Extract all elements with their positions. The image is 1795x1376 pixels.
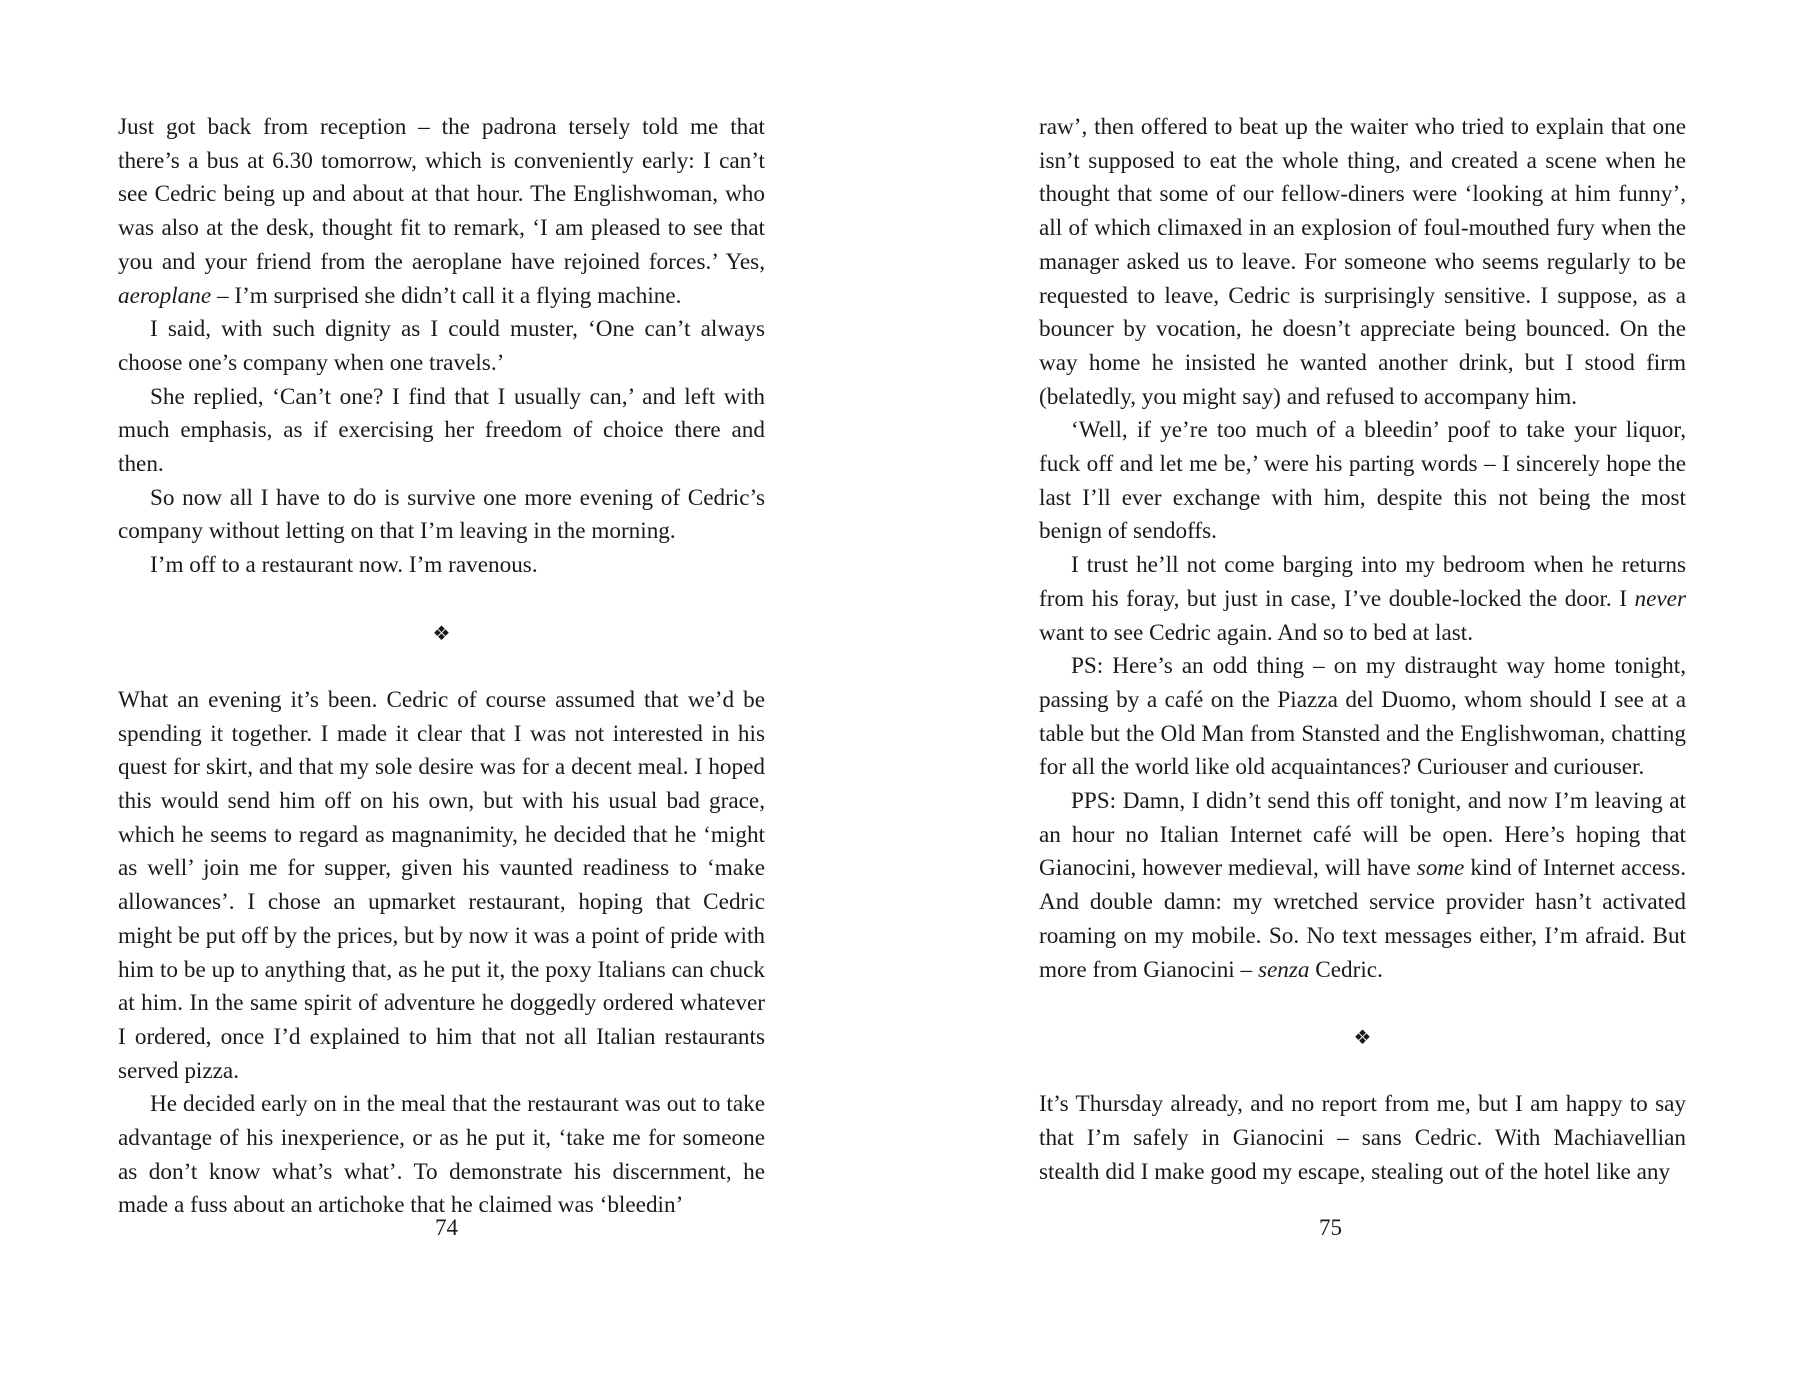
paragraph: raw’, then offered to beat up the waiter who tried to explain that one isn’t supposed to eat the whole thing, and created a scene when he thought that some of our fellow-diners were ‘looking at him funny’, all of which climaxed in an explosion of foul-mouthed fury when the manager asked us to leave. For someone who seems regularly to be requested to leave, Cedric is surprisingly sensitive. I suppose, as a bouncer by vocation, he doesn’t appreciate being bounced. On the way home he insisted he wanted another drink, but I stood firm (belatedly, you might say) and refused to accompany him. [1039, 114, 1686, 410]
right-page-text [1039, 111, 1686, 1189]
paragraph: I’m off to a restaurant now. I’m ravenous. [150, 552, 538, 579]
italic-text: aeroplane [118, 282, 212, 309]
paragraph-text: kind of Internet access. And double damn: my wretched service provider hasn’t activated roaming on my mobile. So. No text messages either, I’m afraid. But more from Gianocini – [1039, 855, 1686, 983]
paragraph [1039, 785, 1686, 987]
italic-text: never [1634, 585, 1686, 612]
paragraph: He decided early on in the meal that the restaurant was out to take advantage of his inexperience, or as he put it, ‘take me for someone as don’t know what’s what’. To demonstrate his discernment, he made a fuss about an artichoke that he claimed was ‘bleedin’ [118, 1091, 765, 1219]
paragraph-text: – I’m surprised she didn’t call it a flying machine. [211, 282, 682, 309]
paragraph: It’s Thursday already, and no report from me, but I am happy to say that I’m safely in Gianocini – sans Cedric. With Machiavellian stealth did I make good my escape, stealing out of the hotel like any [1039, 1091, 1686, 1185]
paragraph-text: Just got back from reception – the padrona tersely told me that there’s a bus at 6.30 tomorrow, which is conveniently early: I can’t see Cedric being up and about at that hour. The Englishwoman, who was also at the desk, thought fit to remark, ‘I am pleased to see that you and your friend from the aeroplane have rejoined forces.’ Yes, [118, 114, 765, 275]
paragraph: ‘Well, if ye’re too much of a bleedin’ poof to take your liquor, fuck off and let me be,’ were his parting words – I sincerely hope the last I’ll ever exchange with him, despite this not being the most benign of sendoffs. [1039, 417, 1686, 545]
section-break-ornament: ❖ [1353, 1024, 1372, 1049]
page-number: 74 [435, 1215, 458, 1240]
paragraph: What an evening it’s been. Cedric of course assumed that we’d be spending it together. I made it clear that I was not interested in his quest for skirt, and that my sole desire was for a decent meal. I hoped this would send him off on his own, but with his usual bad grace, which he seems to regard as magnanimity, he decided that he ‘might as well’ join me for supper, given his vaunted readiness to ‘make allowances’. I chose an upmarket restaurant, hoping that Cedric might be put off by the prices, but by now it was a point of pride with him to be up to anything that, as he put it, the poxy Italians can chuck at him. In the same spirit of adventure he doggedly ordered whatever I ordered, once I’d explained to him that not all Italian restaurants served pizza. [118, 686, 765, 1084]
left-page [0, 0, 897, 1376]
page-number: 75 [1319, 1215, 1342, 1240]
paragraph-text: PPS: Damn, I didn’t send this off tonight, and now I’m leaving at an hour no Italian Internet café will be open. Here’s hoping that Gianocini, however medieval, will have [1039, 788, 1686, 882]
paragraph: So now all I have to do is survive one more evening of Cedric’s company without letting on that I’m leaving in the morning. [118, 484, 765, 545]
section-break-ornament: ❖ [432, 620, 451, 645]
italic-text: senza [1257, 956, 1310, 983]
paragraph: PS: Here’s an odd thing – on my distraught way home tonight, passing by a café on the Piazza del Duomo, whom should I see at a table but the Old Man from Stansted and the Englishwoman, chatting for all the world like old acquaintances? Curiouser and curiouser. [1039, 653, 1686, 781]
right-page [897, 0, 1794, 1376]
paragraph-text: Cedric. [1309, 956, 1383, 983]
paragraph [118, 111, 765, 313]
italic-text: some [1416, 855, 1465, 882]
paragraph-text: I trust he’ll not come barging into my bedroom when he returns from his foray, but just in case, I’ve double-locked the door. I [1039, 552, 1686, 612]
paragraph: She replied, ‘Can’t one? I find that I usually can,’ and left with much emphasis, as if exercising her freedom of choice there and then. [118, 383, 765, 478]
paragraph-text: want to see Cedric again. And so to bed at last. [1039, 619, 1474, 646]
left-page-text [118, 111, 765, 1223]
paragraph [1039, 549, 1686, 650]
paragraph: I said, with such dignity as I could muster, ‘One can’t always choose one’s company when one travels.’ [118, 316, 765, 376]
